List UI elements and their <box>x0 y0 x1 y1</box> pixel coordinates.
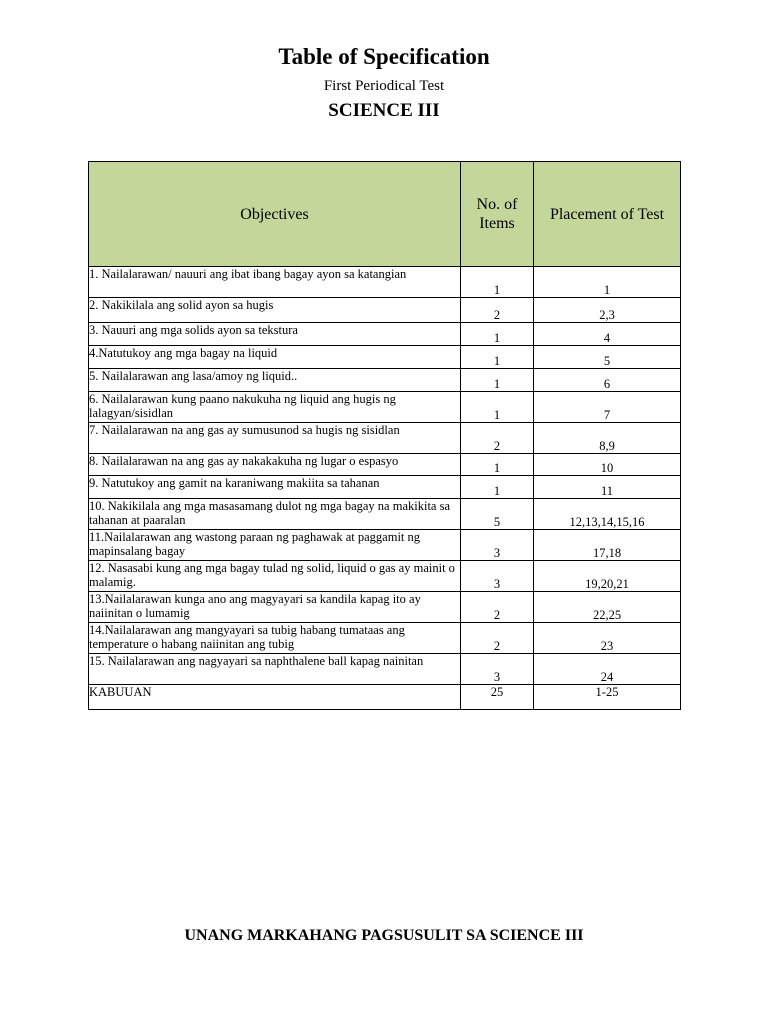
items-cell: 1 <box>461 476 534 499</box>
table-row <box>89 499 681 530</box>
objective-cell: 4.Natutukoy ang mga bagay na liquid <box>89 346 461 369</box>
table-row <box>89 654 681 685</box>
placement-cell: 2,3 <box>534 298 681 323</box>
placement-cell: 10 <box>534 454 681 476</box>
table-row <box>89 623 681 654</box>
table-row <box>89 369 681 392</box>
total-items: 25 <box>461 685 534 710</box>
total-row <box>89 685 681 710</box>
objectives-header: Objectives <box>89 162 461 267</box>
table-row <box>89 592 681 623</box>
total-label: KABUUAN <box>89 685 461 710</box>
items-cell: 3 <box>461 530 534 561</box>
items-cell: 3 <box>461 561 534 592</box>
objective-cell: 13.Nailalarawan kunga ano ang magyayari sa kandila kapag ito ay naiinitan o lumamig <box>89 592 461 623</box>
objective-cell: 9. Natutukoy ang gamit na karaniwang makiita sa tahanan <box>89 476 461 499</box>
objective-cell: 10. Nakikilala ang mga masasamang dulot ng mga bagay na makikita sa tahanan at paaralan <box>89 499 461 530</box>
table-row <box>89 561 681 592</box>
objective-cell: 11.Nailalarawan ang wastong paraan ng paghawak at paggamit ng mapinsalang bagay <box>89 530 461 561</box>
items-cell: 1 <box>461 454 534 476</box>
table-row <box>89 423 681 454</box>
placement-cell: 5 <box>534 346 681 369</box>
placement-cell: 12,13,14,15,16 <box>534 499 681 530</box>
document-subtitle: First Periodical Test <box>323 78 445 94</box>
placement-cell: 19,20,21 <box>534 561 681 592</box>
table-row <box>89 267 681 298</box>
table-body <box>89 267 681 710</box>
items-cell: 1 <box>461 323 534 346</box>
items-cell: 2 <box>461 298 534 323</box>
items-cell: 1 <box>461 369 534 392</box>
placement-cell: 6 <box>534 369 681 392</box>
placement-cell: 24 <box>534 654 681 685</box>
placement-cell: 11 <box>534 476 681 499</box>
items-cell: 1 <box>461 267 534 298</box>
objective-cell: 5. Nailalarawan ang lasa/amoy ng liquid.. <box>89 369 461 392</box>
table-row <box>89 530 681 561</box>
table-header-row <box>89 162 681 267</box>
table-row <box>89 323 681 346</box>
table-row <box>89 454 681 476</box>
total-placement: 1-25 <box>534 685 681 710</box>
items-cell: 2 <box>461 592 534 623</box>
table-row <box>89 346 681 369</box>
placement-cell: 17,18 <box>534 530 681 561</box>
table-row <box>89 476 681 499</box>
objective-cell: 7. Nailalarawan na ang gas ay sumusunod sa hugis ng sisidlan <box>89 423 461 454</box>
items-header: No. of Items <box>461 162 534 267</box>
objective-cell: 2. Nakikilala ang solid ayon sa hugis <box>89 298 461 323</box>
specification-table <box>88 161 681 710</box>
items-cell: 3 <box>461 654 534 685</box>
placement-cell: 22,25 <box>534 592 681 623</box>
objective-cell: 6. Nailalarawan kung paano nakukuha ng liquid ang hugis ng lalagyan/sisidlan <box>89 392 461 423</box>
footer-heading: UNANG MARKAHANG PAGSUSULIT SA SCIENCE III <box>184 927 584 944</box>
placement-cell: 8,9 <box>534 423 681 454</box>
placement-cell: 7 <box>534 392 681 423</box>
objective-cell: 12. Nasasabi kung ang mga bagay tulad ng solid, liquid o gas ay mainit o malamig. <box>89 561 461 592</box>
items-cell: 1 <box>461 346 534 369</box>
objective-cell: 14.Nailalarawan ang mangyayari sa tubig habang tumataas ang temperature o habang naiinitan ang tubig <box>89 623 461 654</box>
objective-cell: 3. Nauuri ang mga solids ayon sa tekstura <box>89 323 461 346</box>
items-cell: 1 <box>461 392 534 423</box>
placement-cell: 23 <box>534 623 681 654</box>
document-title: Table of Specification <box>278 44 490 69</box>
items-cell: 2 <box>461 423 534 454</box>
objective-cell: 8. Nailalarawan na ang gas ay nakakakuha ng lugar o espasyo <box>89 454 461 476</box>
table-row <box>89 392 681 423</box>
placement-cell: 1 <box>534 267 681 298</box>
table-row <box>89 298 681 323</box>
objective-cell: 1. Nailalarawan/ nauuri ang ibat ibang bagay ayon sa katangian <box>89 267 461 298</box>
items-cell: 5 <box>461 499 534 530</box>
objective-cell: 15. Nailalarawan ang nagyayari sa naphthalene ball kapag nainitan <box>89 654 461 685</box>
subject-heading: SCIENCE III <box>328 100 440 121</box>
items-cell: 2 <box>461 623 534 654</box>
placement-header: Placement of Test <box>534 162 681 267</box>
placement-cell: 4 <box>534 323 681 346</box>
